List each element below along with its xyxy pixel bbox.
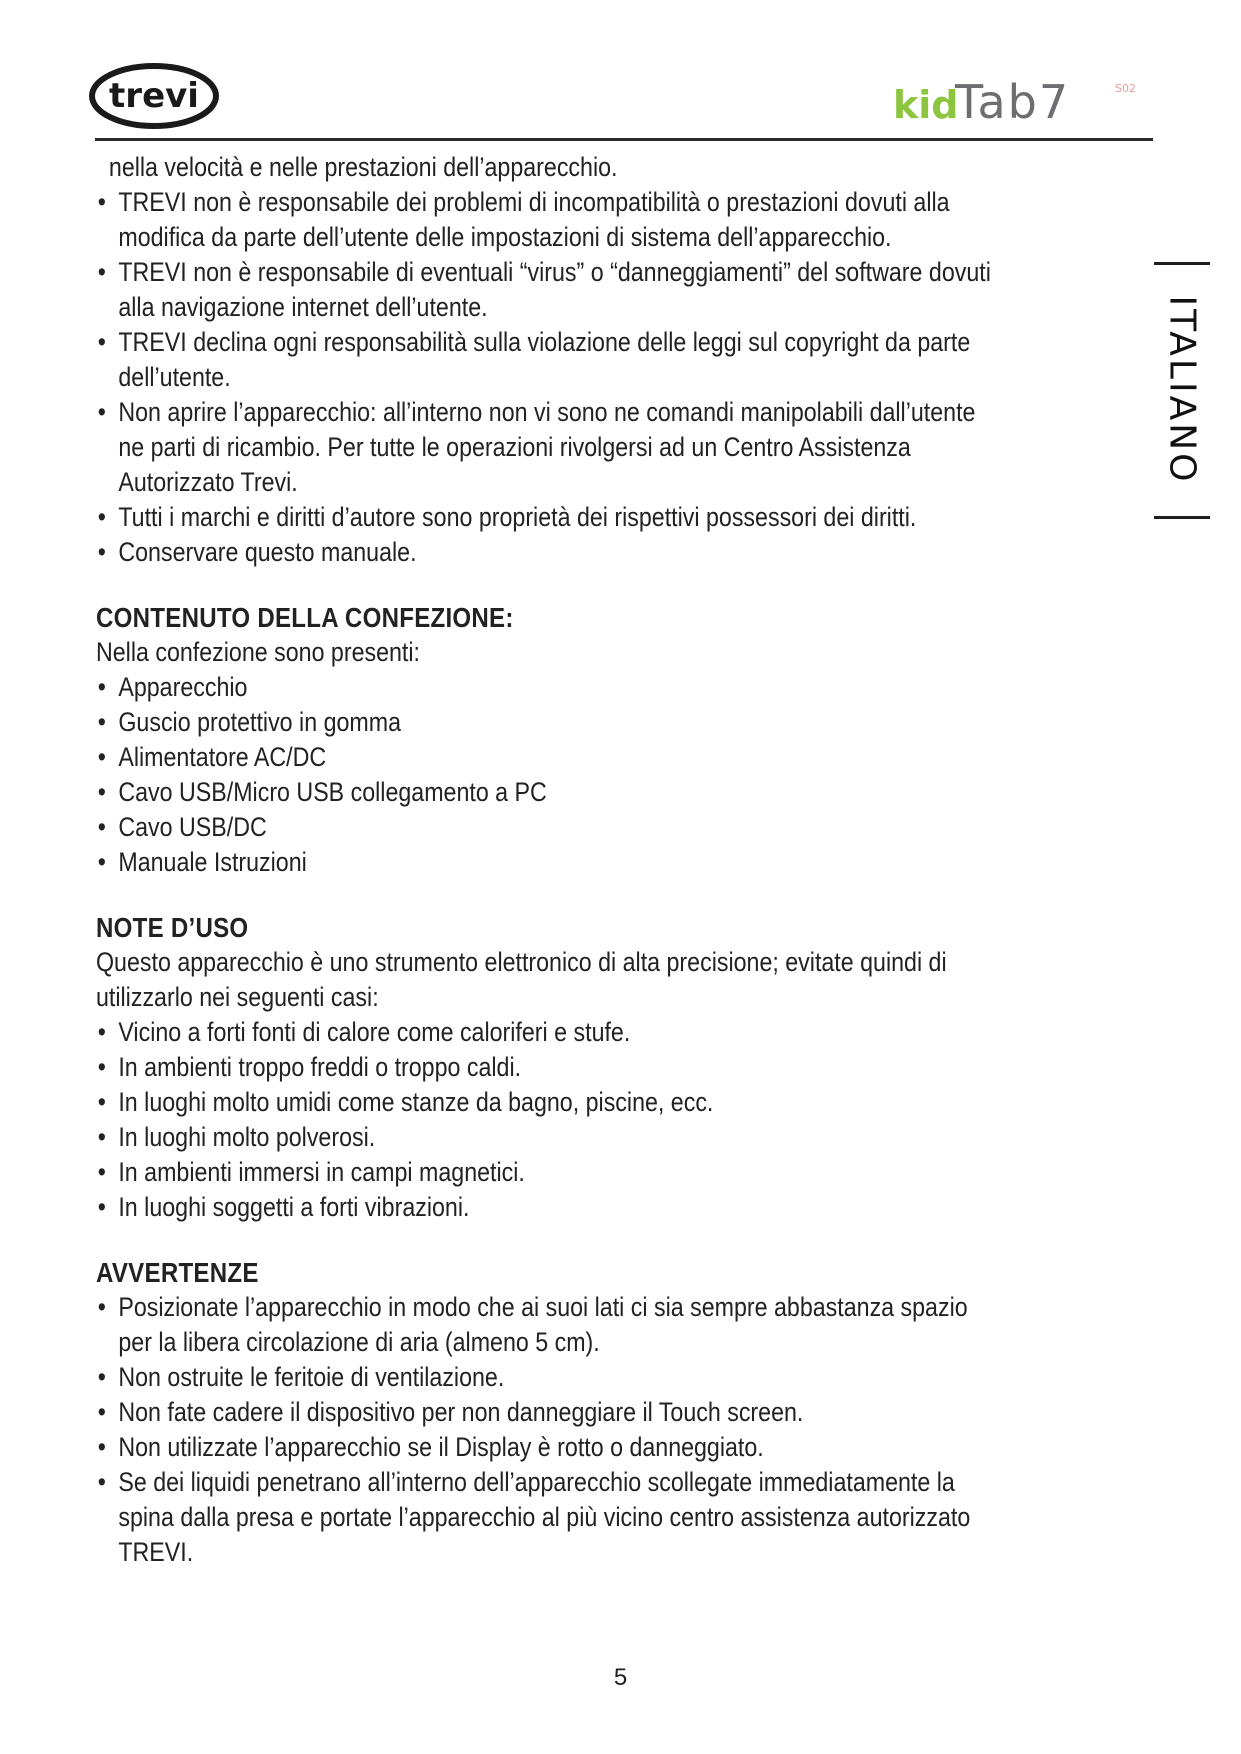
page-content (96, 150, 1008, 1570)
list-item: • Non utilizzate l’apparecchio se il Display è rotto o danneggiato. (96, 1430, 1008, 1465)
list-item: • Se dei liquidi penetrano all’interno dell’apparecchio scollegate immediatamente la spina dalla presa e portate l’apparecchio al più vicino centro assistenza autorizzato TREVI. (96, 1465, 1008, 1570)
list-item: • Tutti i marchi e diritti d’autore sono proprietà dei rispettivi possessori dei diritti. (96, 500, 1008, 535)
warnings-heading: AVVERTENZE (96, 1257, 259, 1288)
list-item: • TREVI non è responsabile di eventuali “virus” o “danneggiamenti” del software dovuti alla navigazione internet dell’utente. (96, 255, 1008, 325)
logo-text: trevi (109, 76, 199, 116)
list-item: • Non fate cadere il dispositivo per non danneggiare il Touch screen. (96, 1395, 1008, 1430)
page-number: 5 (613, 1664, 628, 1691)
usage-list (96, 1015, 1008, 1225)
warnings-section (96, 1255, 1008, 1570)
list-item: • In luoghi molto umidi come stanze da bagno, piscine, ecc. (96, 1085, 1008, 1120)
continued-line: nella velocità e nelle prestazioni dell’apparecchio. (108, 152, 618, 182)
list-item: • TREVI non è responsabile dei problemi di incompatibilità o prestazioni dovuti alla modifica da parte dell’utente delle impostazioni di sistema dell’apparecchio. (96, 185, 1008, 255)
brand-kid: kid (893, 83, 959, 127)
list-item: • Non aprire l’apparecchio: all’interno non vi sono ne comandi manipolabili dall’utente ne parti di ricambio. Per tutte le operazioni rivolgersi ad un Centro Assistenza Autorizzato Trevi. (96, 395, 1008, 500)
usage-intro: Questo apparecchio è uno strumento elettronico di alta precisione; evitate quindi di utilizzarlo nei seguenti casi: (96, 947, 947, 1012)
usage-heading: NOTE D’USO (96, 912, 249, 943)
list-item: • In luoghi soggetti a forti vibrazioni. (96, 1190, 1008, 1225)
list-item: • Non ostruite le feritoie di ventilazione. (96, 1360, 1008, 1395)
brand-tab: Tab7 (955, 75, 1071, 129)
package-list (96, 670, 1008, 880)
header-rule (95, 138, 1153, 141)
warnings-list (96, 1290, 1008, 1570)
list-item: • Posizionate l’apparecchio in modo che ai suoi lati ci sia sempre abbastanza spazio per la libera circolazione di aria (almeno 5 cm). (96, 1290, 1008, 1360)
package-heading: CONTENUTO DELLA CONFEZIONE: (96, 602, 514, 633)
list-item: • Cavo USB/Micro USB collegamento a PC (96, 775, 1008, 810)
kidtab-brand (893, 72, 1153, 132)
side-tab-language: ITALIANO (1161, 295, 1203, 485)
list-item: • TREVI declina ogni responsabilità sulla violazione delle leggi sul copyright da parte dell’utente. (96, 325, 1008, 395)
side-tab-top-bar (1154, 262, 1210, 265)
list-item: • In luoghi molto polverosi. (96, 1120, 1008, 1155)
brand-model: S02 (1115, 82, 1136, 95)
list-item: • Conservare questo manuale. (96, 535, 1008, 570)
list-item: • Vicino a forti fonti di calore come caloriferi e stufe. (96, 1015, 1008, 1050)
list-item: • Apparecchio (96, 670, 1008, 705)
usage-section (96, 910, 1008, 1225)
list-item: • Manuale Istruzioni (96, 845, 1008, 880)
package-intro: Nella confezione sono presenti: (96, 637, 420, 667)
trevi-logo (88, 62, 220, 130)
side-tab-bottom-bar (1154, 516, 1210, 519)
list-item: • Cavo USB/DC (96, 810, 1008, 845)
list-item: • In ambienti immersi in campi magnetici. (96, 1155, 1008, 1190)
list-item: • Alimentatore AC/DC (96, 740, 1008, 775)
package-section (96, 600, 1008, 880)
list-item: • Guscio protettivo in gomma (96, 705, 1008, 740)
list-item: • In ambienti troppo freddi o troppo caldi. (96, 1050, 1008, 1085)
intro-list (96, 185, 1008, 570)
